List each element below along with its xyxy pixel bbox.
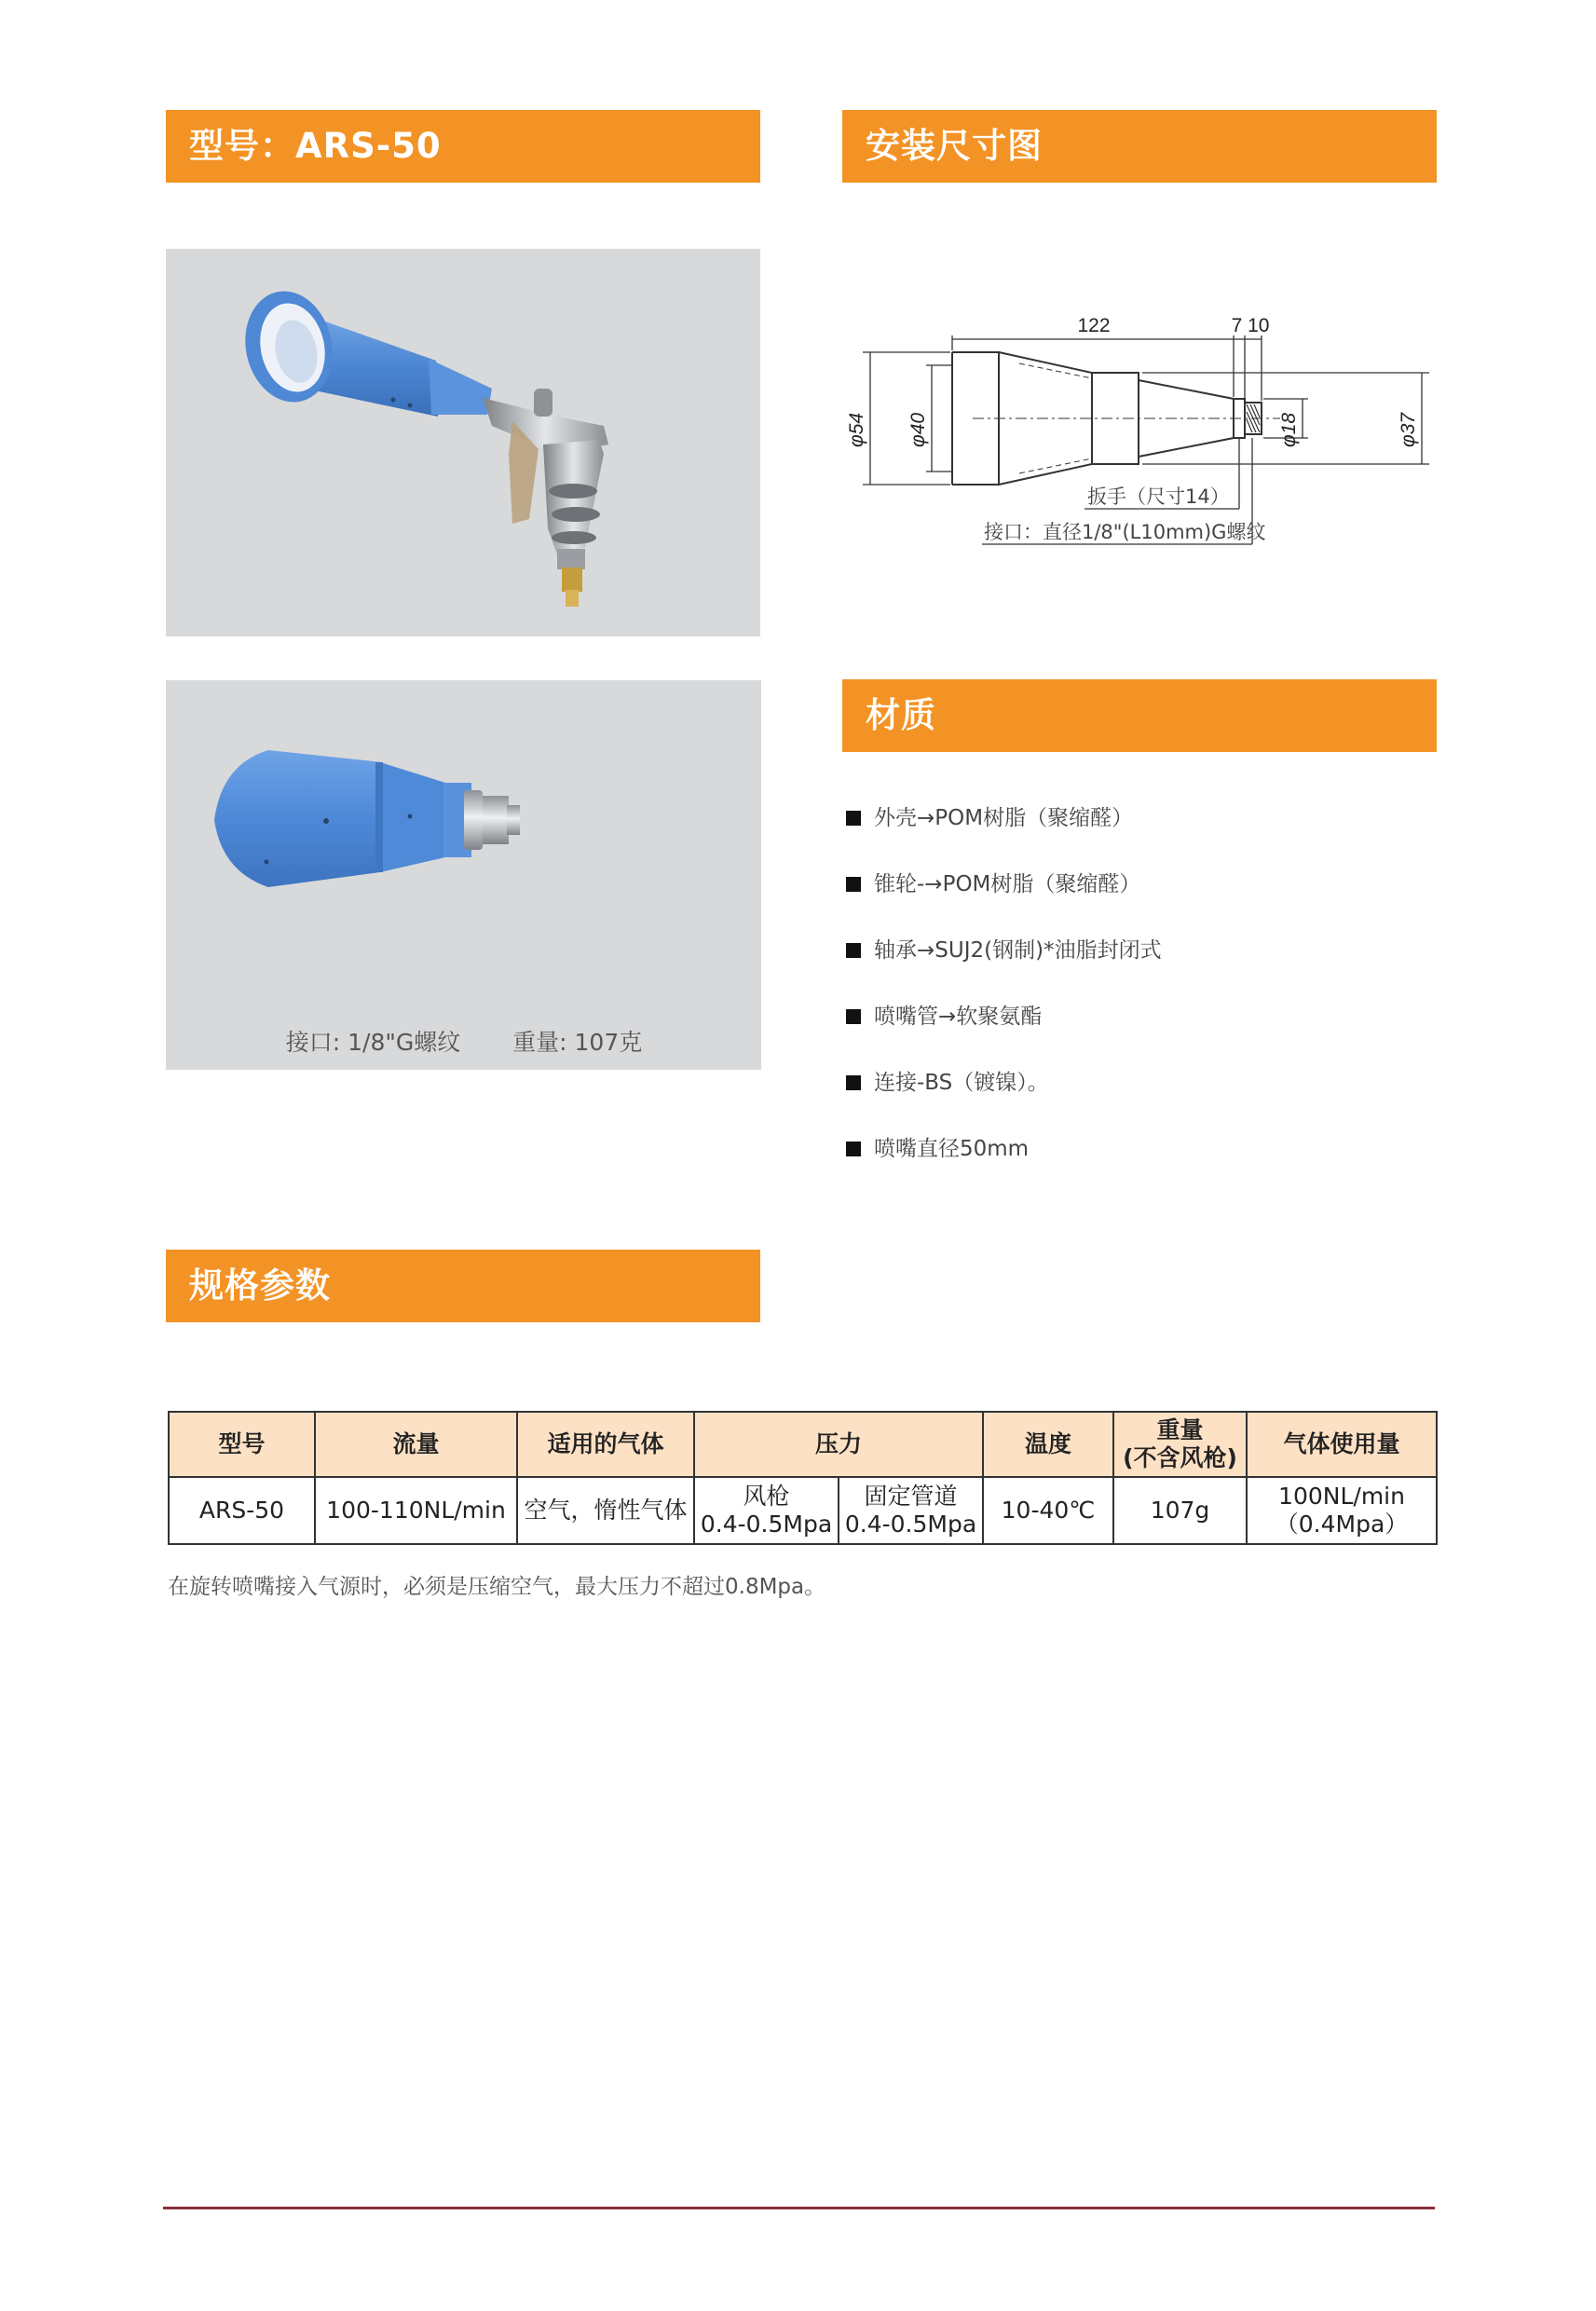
usage-line1: 100NL/min (1278, 1483, 1405, 1510)
col-model: 型号 (169, 1412, 315, 1477)
cell-flow: 100-110NL/min (315, 1477, 517, 1544)
bullet-square-icon (846, 1075, 861, 1090)
material-text: 喷嘴直径50mm (874, 1137, 1030, 1161)
col-usage: 气体使用量 (1247, 1412, 1437, 1477)
bullet-square-icon (846, 1142, 861, 1156)
pressure-pipe-label: 固定管道 (864, 1483, 958, 1510)
bullet-square-icon (846, 1009, 861, 1024)
nozzle-image (166, 680, 761, 1070)
pressure-pipe-value: 0.4-0.5Mpa (844, 1511, 977, 1538)
pressure-gun-label: 风枪 (743, 1483, 790, 1510)
installation-dimension-drawing (842, 298, 1448, 568)
material-text: 喷嘴管→软聚氨酯 (874, 1005, 1043, 1029)
bullet-square-icon (846, 877, 861, 892)
material-text: 轴承→SUJ2(钢制)*油脂封闭式 (874, 938, 1162, 963)
material-header: 材质 (842, 679, 1437, 752)
cell-pressure-pipe (839, 1477, 983, 1544)
photo-caption (166, 1024, 762, 1058)
table-row (169, 1477, 1437, 1544)
cell-gas: 空气，惰性气体 (517, 1477, 694, 1544)
material-text: 锥轮-→POM树脂（聚缩醛） (874, 872, 1141, 896)
port-label: 接口：直径1/8"(L10mm)G螺纹 (984, 521, 1266, 543)
material-text: 连接-BS（镀镍）。 (874, 1071, 1049, 1095)
spec-header: 规格参数 (166, 1250, 760, 1322)
list-item (846, 932, 1162, 998)
product-photo-with-gun (166, 249, 760, 636)
dim-d18-label: φ18 (1278, 412, 1300, 447)
dim-small-label: 7 10 (1231, 315, 1270, 336)
col-flow: 流量 (315, 1412, 517, 1477)
dim-d40-label: φ40 (907, 412, 929, 447)
footer-divider (163, 2207, 1435, 2209)
dim-d37-label: φ37 (1398, 412, 1419, 447)
wrench-label: 扳手（尺寸14） (1087, 485, 1230, 508)
col-temp: 温度 (983, 1412, 1113, 1477)
list-item (846, 998, 1162, 1064)
cell-model: ARS-50 (169, 1477, 315, 1544)
bullet-square-icon (846, 943, 861, 958)
spec-table (168, 1411, 1438, 1545)
caption-port: 接口: 1/8"G螺纹 (285, 1029, 461, 1056)
pressure-gun-value: 0.4-0.5Mpa (700, 1511, 833, 1538)
cell-usage (1247, 1477, 1437, 1544)
material-list (846, 800, 1162, 1197)
cell-temp: 10-40℃ (983, 1477, 1113, 1544)
col-weight-line1: 重量 (1156, 1416, 1204, 1443)
list-item (846, 866, 1162, 932)
model-header: 型号：ARS-50 (166, 110, 760, 183)
product-photo-nozzle (166, 680, 761, 1070)
usage-line2: （0.4Mpa） (1275, 1511, 1409, 1538)
list-item (846, 800, 1162, 866)
col-weight (1113, 1412, 1247, 1477)
pressure-note: 在旋转喷嘴接入气源时，必须是压缩空气，最大压力不超过0.8Mpa。 (168, 1575, 826, 1599)
cell-pressure-gun (694, 1477, 839, 1544)
col-gas: 适用的气体 (517, 1412, 694, 1477)
dim-length-label: 122 (1077, 315, 1111, 336)
table-header-row (169, 1412, 1437, 1477)
col-pressure: 压力 (694, 1412, 983, 1477)
install-drawing-header: 安装尺寸图 (842, 110, 1437, 183)
air-gun-nozzle-image (166, 249, 760, 636)
list-item (846, 1064, 1162, 1130)
dim-d54-label: φ54 (846, 412, 867, 447)
list-item (846, 1130, 1162, 1197)
bullet-square-icon (846, 811, 861, 826)
caption-weight: 重量: 107克 (512, 1029, 643, 1056)
cell-weight: 107g (1113, 1477, 1247, 1544)
material-text: 外壳→POM树脂（聚缩醛） (874, 806, 1134, 830)
col-weight-line2: (不含风枪) (1123, 1444, 1237, 1471)
